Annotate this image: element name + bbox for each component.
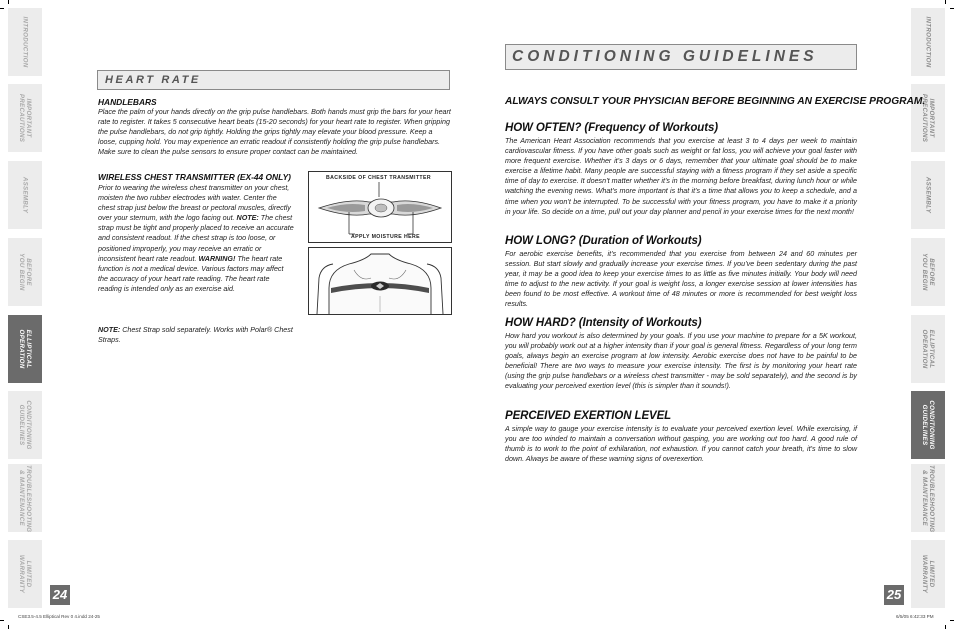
perceived-exertion-text: A simple way to gauge your exercise intensity is to evaluate your perceived exertion level. While exercising, if you are too winded to maintain a conversation without gasping, you are working out too hard. A good rule of thumb is to work to the point of exhilaration, not exhaustion. If you cannot catch your breath, it’s time to slow down. Always be aware of these warning signs of overexertion. — [505, 425, 857, 464]
wireless-text-1: Prior to wearing the wireless chest transmitter on your chest, moisten the two rubber electrodes with water. Center the chest strap just below the breast or pectoral muscles, directly over your sternum, with the logo facing out. — [98, 184, 291, 223]
handlebars-text: Place the palm of your hands directly on the grip pulse handlebars. Both hands must grip the bars for your heart rate to register. It takes 5 consecutive heart beats (15-20 seconds) for your heart rate to register. When gripping the pulse handlebars, do not grip tightly. Holding the grips tightly may elevate your blood pressure. Keep a loose, cupping hold. You may experience an erratic readout if consistently holding the grip pulse handlebars. Make sure to clean the pulse sensors to ensure proper contact can be maintained. — [98, 108, 451, 157]
conditioning-guidelines-title: CONDITIONING GUIDELINES — [505, 44, 857, 70]
crop-mark — [945, 0, 946, 4]
note1-label: NOTE: — [236, 214, 259, 223]
tab-label: ASSEMBLY — [21, 176, 29, 214]
left-tab-troubleshooting[interactable] — [8, 464, 42, 532]
page-number-left: 24 — [50, 585, 70, 605]
heart-rate-section-title: HEART RATE — [97, 70, 450, 90]
how-hard-heading: HOW HARD? (Intensity of Workouts) — [505, 317, 702, 329]
how-often-heading: HOW OFTEN? (Frequency of Workouts) — [505, 122, 718, 134]
left-tab-assembly[interactable] — [8, 161, 42, 229]
crop-mark — [0, 620, 4, 621]
tab-label: CONDITIONING GUIDELINES — [921, 400, 936, 450]
left-tab-before-you-begin[interactable] — [8, 238, 42, 306]
right-tab-elliptical-operation[interactable] — [911, 315, 945, 383]
footer-timestamp: 6/5/05 6:42:33 PM — [896, 614, 934, 619]
tab-label: ELLIPTICAL OPERATION — [921, 329, 936, 369]
left-tab-introduction[interactable] — [8, 8, 42, 76]
note1-text: The chest strap must be tight and properly placed to receive an accurate and consistent readout. If the chest strap is too loose, or positioned improperly, you may receive an erratic or inconsistent heart rate readout. — [98, 214, 294, 263]
warning-text: The heart rate function is not a medical device. Various factors may affect the accuracy of your heart rate reading. The heart rate reading is intended only as an exercise aid. — [98, 254, 284, 293]
tab-label: INTRODUCTION — [21, 16, 29, 68]
right-tab-limited-warranty[interactable] — [911, 540, 945, 608]
right-tab-conditioning-guidelines[interactable] — [911, 391, 945, 459]
how-hard-text: How hard you workout is also determined by your goals. If you use your machine to prepare for a 5K workout, you will probably work out at a higher intensity than if your goal is general fitness. Regardless of your long term goals, always begin an exercise program at low intensity. Aerobic exercise does not have to be painful to be beneficial! There are two ways to measure your exercise intensity. The first is by monitoring your heart rate (using the grip pulse handlebars or a wireless chest transmitter - may be sold separately), and the second is by evaluating your perceived exertion level (this is simpler than it sounds!). — [505, 332, 857, 391]
tab-label: BEFORE YOU BEGIN — [18, 253, 33, 291]
crop-mark — [8, 0, 9, 4]
tab-label: TROUBLESHOOTING & MAINTENANCE — [18, 465, 33, 532]
right-tab-introduction[interactable] — [911, 8, 945, 76]
tab-label: LIMITED WARRANTY — [18, 554, 33, 594]
tab-label: IMPORTANT PRECAUTIONS — [18, 93, 33, 143]
tab-label: BEFORE YOU BEGIN — [921, 253, 936, 291]
left-tab-conditioning-guidelines[interactable] — [8, 391, 42, 459]
tab-label: LIMITED WARRANTY — [921, 554, 936, 594]
warning-label: WARNING! — [198, 254, 236, 263]
torso-chest-strap-icon — [309, 248, 451, 314]
right-tab-troubleshooting[interactable] — [911, 464, 945, 532]
how-long-heading: HOW LONG? (Duration of Workouts) — [505, 235, 702, 247]
right-tab-important-precautions[interactable] — [911, 84, 945, 152]
transmitter-caption-bottom: APPLY MOISTURE HERE — [351, 234, 420, 240]
transmitter-illustration — [308, 171, 452, 243]
crop-mark — [950, 620, 954, 621]
consult-physician-heading: ALWAYS CONSULT YOUR PHYSICIAN BEFORE BEGINNING AN EXERCISE PROGRAM. — [505, 96, 926, 107]
transmitter-strap-icon — [309, 172, 451, 242]
page-number-right: 25 — [884, 585, 904, 605]
crop-mark — [950, 8, 954, 9]
note2-text: Chest Strap sold separately. Works with Polar® Chest Straps. — [98, 326, 293, 345]
left-tab-limited-warranty[interactable] — [8, 540, 42, 608]
right-tab-before-you-begin[interactable] — [911, 238, 945, 306]
crop-mark — [8, 625, 9, 629]
torso-illustration — [308, 247, 452, 315]
crop-mark — [0, 8, 4, 9]
how-long-text: For aerobic exercise benefits, it’s recommended that you exercise from between 24 and 60 minutes per session. But start slowly and gradually increase your exercise times. If you’ve been sedentary during the past year, it may be a good idea to keep your exercise times to as little as five minutes initially. Your body will need time to adjust to the new activity. If your goal is weight loss, a longer exercise session at lower intensities has been found to be most effective. A workout time of 48 minutes or more is recommended for best weight loss results. — [505, 250, 857, 309]
wireless-text — [98, 183, 294, 294]
perceived-exertion-heading: PERCEIVED EXERTION LEVEL — [505, 410, 672, 422]
right-tab-assembly[interactable] — [911, 161, 945, 229]
note2 — [98, 325, 298, 345]
tab-label: TROUBLESHOOTING & MAINTENANCE — [921, 465, 936, 532]
left-tab-elliptical-operation[interactable] — [8, 315, 42, 383]
note2-label: NOTE: — [98, 326, 121, 334]
tab-label: INTRODUCTION — [924, 16, 932, 68]
footer-file-slug: CSE3.5-4.5 Elliptical Rev 0 4.indd 24-25 — [18, 614, 100, 619]
wireless-heading: WIRELESS CHEST TRANSMITTER (EX-44 ONLY) — [98, 172, 291, 182]
tab-label: ELLIPTICAL OPERATION — [18, 329, 33, 369]
tab-label: ASSEMBLY — [924, 176, 932, 214]
left-tab-important-precautions[interactable] — [8, 84, 42, 152]
crop-mark — [945, 625, 946, 629]
how-often-text: The American Heart Association recommends that you exercise at least 3 to 4 days per week to maintain cardiovascular fitness. If you have other goals such as weight or fat loss, you will achieve your goal faster with more frequent exercise. Whether it’s 3 days or 6 days, remember that your ultimate goal should be to make exercise a lifetime habit. Many people are successful staying with a fitness program if they set aside a specific time of day to exercise. It doesn’t matter whether it’s in the morning before breakfast, during lunch hour or while watching the evening news. What’s more important is that it’s a time that allows you to keep a schedule, and a time when you won’t be interrupted. To be successful with your fitness program, you have to make it a priority in your life. So decide on a time, pull out your day planner and pencil in your exercise times for the next month! — [505, 137, 857, 216]
transmitter-caption-top: BACKSIDE OF CHEST TRANSMITTER — [326, 175, 431, 181]
handlebars-heading: HANDLEBARS — [98, 97, 157, 107]
tab-label: IMPORTANT PRECAUTIONS — [921, 93, 936, 143]
tab-label: CONDITIONING GUIDELINES — [18, 400, 33, 450]
